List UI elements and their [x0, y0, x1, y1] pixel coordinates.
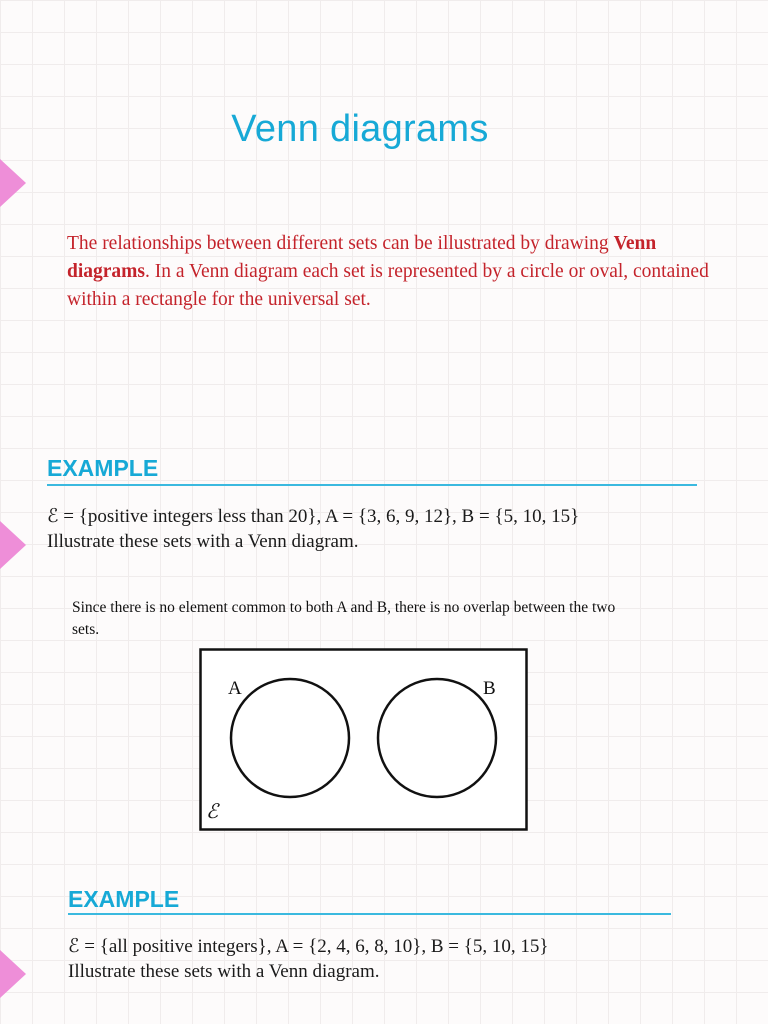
- page-title: Venn diagrams: [231, 108, 489, 150]
- example-1-instruction: Illustrate these sets with a Venn diagram.: [47, 531, 359, 552]
- universal-set-rectangle: [201, 650, 527, 830]
- slide-marker-2: [0, 521, 26, 569]
- intro-text-end: . In a Venn diagram each set is represented by a circle or oval, contained within a rectangle for the universal set.: [67, 261, 709, 310]
- set-b-label: B: [483, 678, 496, 699]
- example-2-heading: EXAMPLE: [68, 886, 180, 912]
- example-2-instruction: Illustrate these sets with a Venn diagram.: [68, 961, 380, 982]
- set-a-label: A: [228, 678, 242, 699]
- example-2-body: [68, 934, 748, 984]
- intro-paragraph: [67, 230, 737, 314]
- intro-bold-term: Venn diagrams: [67, 233, 657, 282]
- example-1-heading: EXAMPLE: [47, 455, 159, 481]
- example-1-sets: ℰ = {positive integers less than 20}, A = {3, 6, 9, 12}, B = {5, 10, 15}: [47, 506, 580, 527]
- universal-set-label: ℰ: [206, 801, 219, 823]
- example-1-note: Since there is no element common to both A and B, there is no overlap between the two sets.: [72, 599, 616, 638]
- venn-diagram: [199, 648, 529, 833]
- example-1-rule: [47, 484, 697, 486]
- slide-marker-1: [0, 159, 26, 207]
- slide-marker-3: [0, 950, 26, 998]
- example-2-rule: [68, 913, 671, 915]
- example-1-body: [47, 504, 737, 554]
- intro-text-start: The relationships between different sets can be illustrated by drawing: [67, 233, 614, 254]
- example-2-sets: ℰ = {all positive integers}, A = {2, 4, 6, 8, 10}, B = {5, 10, 15}: [68, 936, 549, 957]
